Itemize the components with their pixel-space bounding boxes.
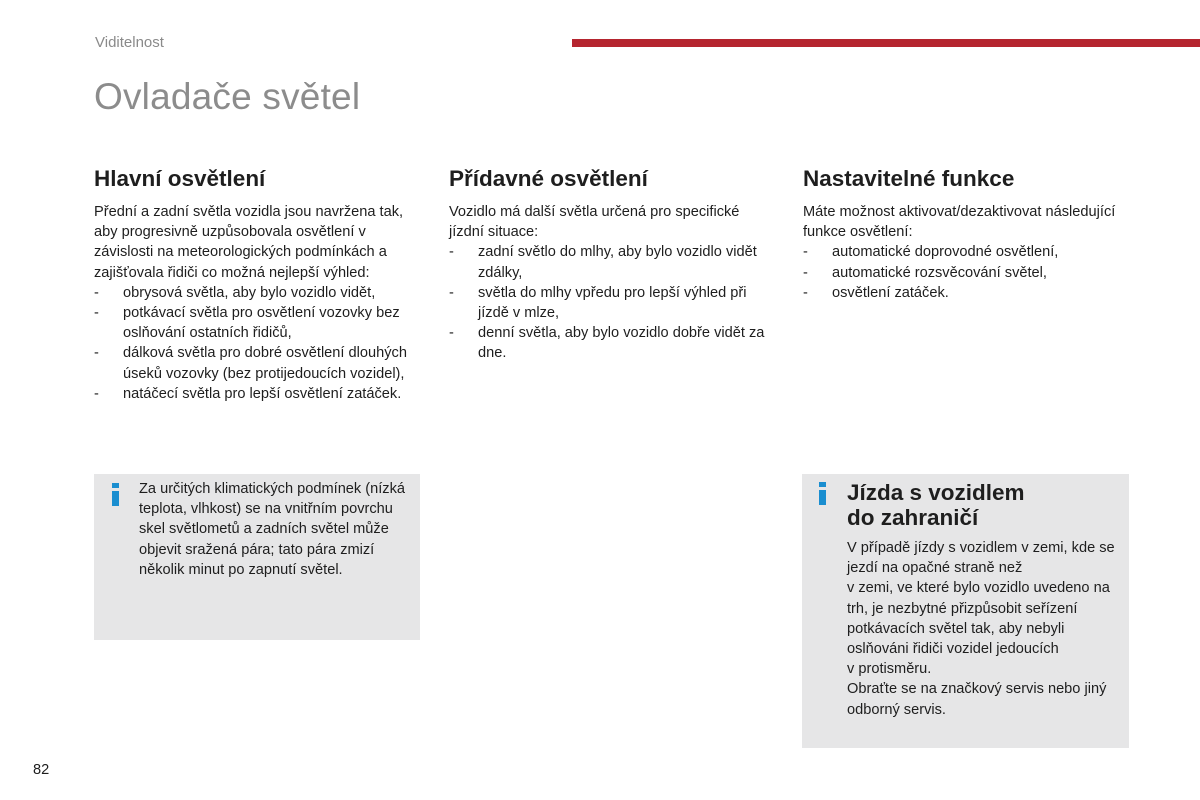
bullet-dash: -	[803, 244, 808, 261]
bullet-dash: -	[449, 284, 454, 301]
list-item	[94, 283, 424, 303]
section-label: Viditelnost	[95, 34, 164, 51]
list-item	[449, 283, 774, 323]
abroad-box-title	[847, 480, 1025, 530]
list-item-text: potkávací světla pro osvětlení vozovky bez oslňování ostatních řidičů,	[123, 305, 400, 342]
bullet-list	[803, 242, 1123, 303]
abroad-body-text: Obraťte se na značkový servis nebo jiný odborný servis.	[847, 681, 1107, 718]
list-item	[449, 323, 774, 363]
abroad-body-text: V případě jízdy s vozidlem v zemi, kde se jezdí na opačné straně než	[847, 540, 1115, 577]
abroad-title-line: Jízda s vozidlem	[847, 480, 1025, 505]
bullet-dash: -	[94, 305, 99, 322]
page-number: 82	[33, 762, 50, 778]
abroad-title-line: do zahraničí	[847, 505, 979, 530]
column-additional-lighting	[449, 166, 774, 364]
bullet-dash: -	[94, 284, 99, 301]
info-icon	[112, 483, 120, 507]
list-item-text: automatické doprovodné osvětlení,	[832, 244, 1059, 261]
column-heading: Přídavné osvětlení	[449, 166, 648, 191]
list-item	[803, 283, 1123, 303]
header-accent-bar	[572, 39, 1200, 47]
bullet-dash: -	[94, 345, 99, 362]
column-adjustable-functions	[803, 166, 1123, 303]
list-item	[449, 242, 774, 282]
abroad-body-text: v protisměru.	[847, 661, 932, 678]
column-heading: Hlavní osvětlení	[94, 166, 266, 191]
column-heading: Nastavitelné funkce	[803, 166, 1015, 191]
list-item-text: obrysová světla, aby bylo vozidlo vidět,	[123, 284, 376, 301]
abroad-body-text: v zemi, ve které bylo vozidlo uvedeno na trh, je nezbytné přizpůsobit seřízení potkávacích světel tak, aby nebyli oslňováni řidiči vozidel jedoucích	[847, 580, 1110, 658]
bullet-list	[449, 242, 774, 363]
list-item	[94, 303, 424, 343]
list-item	[94, 384, 424, 404]
list-item-text: osvětlení zatáček.	[832, 284, 949, 301]
list-item-text: denní světla, aby bylo vozidlo dobře vidět za dne.	[478, 325, 765, 362]
page-title: Ovladače světel	[94, 76, 361, 117]
bullet-dash: -	[803, 264, 808, 281]
bullet-list	[94, 283, 424, 404]
list-item-text: automatické rozsvěcování světel,	[832, 264, 1047, 281]
list-item-text: natáčecí světla pro lepší osvětlení zatáček.	[123, 385, 402, 402]
bullet-dash: -	[449, 325, 454, 342]
bullet-dash: -	[94, 385, 99, 402]
list-item-text: světla do mlhy vpředu pro lepší výhled při jízdě v mlze,	[478, 284, 747, 322]
bullet-dash: -	[449, 244, 454, 261]
bullet-dash: -	[803, 284, 808, 301]
list-item-text: dálková světla pro dobré osvětlení dlouhých úseků vozovky (bez protijedoucích vozidel),	[123, 345, 407, 382]
abroad-box-body	[847, 538, 1119, 720]
list-item	[803, 242, 1123, 262]
list-item-text: zadní světlo do mlhy, aby bylo vozidlo vidět zdálky,	[478, 244, 757, 281]
column-intro: Přední a zadní světla vozidla jsou navržena tak, aby progresivně uzpůsobovala osvětlení v závislosti na meteorologických podmínkách a zajišťovala řidiči co možná nejlepší výhled:	[94, 204, 404, 281]
list-item	[94, 343, 424, 383]
column-intro: Máte možnost aktivovat/dezaktivovat následující funkce osvětlení:	[803, 204, 1116, 241]
column-intro: Vozidlo má další světla určená pro specifické jízdní situace:	[449, 204, 740, 241]
info-icon	[819, 482, 827, 506]
column-main-lighting	[94, 166, 424, 404]
list-item	[803, 263, 1123, 283]
info-note-text: Za určitých klimatických podmínek (nízká teplota, vlhkost) se na vnitřním povrchu skel světlometů a zadních světel může objevit sražená pára; tato pára zmizí několik minut po zapnutí světel.	[139, 481, 406, 578]
